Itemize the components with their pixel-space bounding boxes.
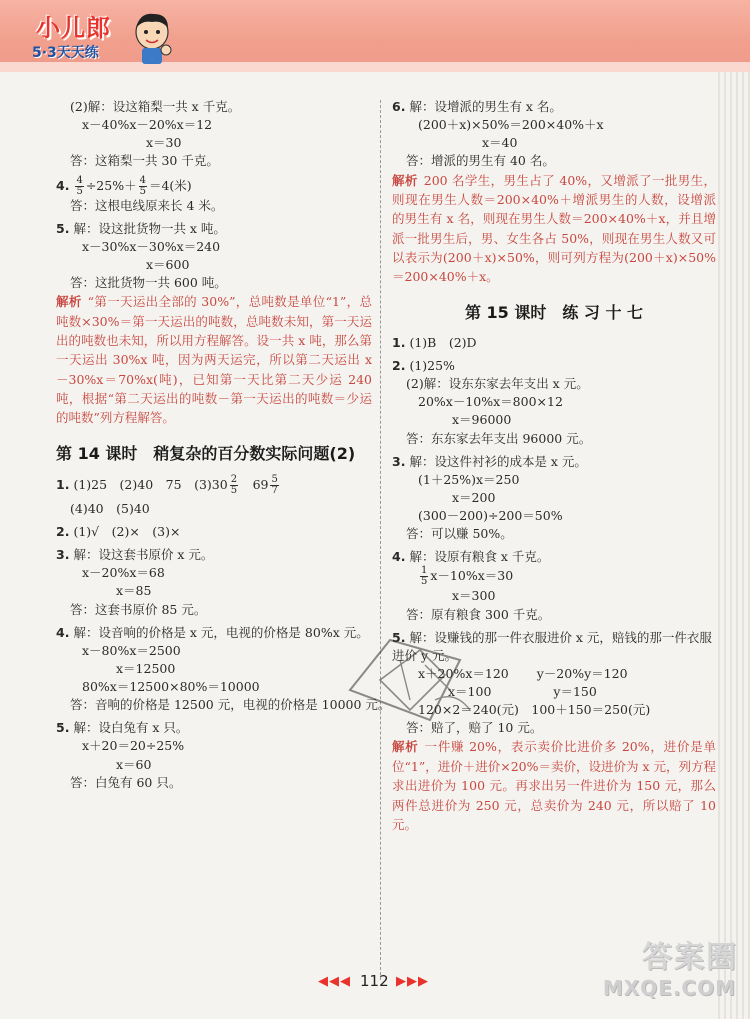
answer-line: 答：这根电线原来长 4 米。 <box>70 197 224 213</box>
answer-line: 答：赔了，赔了 10 元。 <box>406 720 543 736</box>
column-divider <box>380 100 381 980</box>
question-number: 2. <box>392 358 406 374</box>
answer-line: 答：音响的价格是 12500 元，电视的价格是 10000 元。 <box>70 697 391 713</box>
fraction: $\frac{5}{7}$ <box>271 473 278 496</box>
analysis-text: 200 名学生，男生占了 40%，又增派了一批男生，则现在男生人数＝200×40%＋增派男生的人数，设增派的男生有 x 名，则现在男生人数＝200×40%＋x，并且增派一批男生后，男、女生各占 50%，则现在男生人数又可以表示为(200＋x)×50%，则可列方程为(200＋x)×50%＝200×40%＋x。 <box>392 172 716 285</box>
answer-line: 答：增派的男生有 40 名。 <box>406 153 555 169</box>
answer-line: 答：可以赚 50%。 <box>406 526 513 542</box>
equation-line: x＝85 <box>116 583 152 599</box>
text-line: (2)解：设这箱梨一共 x 千克。 <box>70 99 241 114</box>
equation-line <box>392 566 716 587</box>
equation-line: x－40%x－20%x＝12 <box>82 117 213 133</box>
equation-part: ＝4(米) <box>148 177 192 193</box>
analysis-block <box>56 292 372 428</box>
watermark-text: 答案圈 <box>642 940 738 975</box>
question-6 <box>392 98 716 116</box>
equation-line: x＝12500 <box>116 660 176 676</box>
equation-line: x＝96000 <box>452 412 512 428</box>
question-text: 解：设增派的男生有 x 名。 <box>409 99 562 114</box>
equation-line: x＋20＝20÷25% <box>82 738 185 754</box>
question-5b <box>56 719 372 737</box>
answer-line: 答：这套书原价 85 元。 <box>70 601 207 617</box>
analysis-tag: 解析 <box>392 739 419 755</box>
question-4b <box>56 624 372 642</box>
equation-line: x＝40 <box>482 135 518 151</box>
answer-line: 答：原有粮食 300 千克。 <box>406 606 551 622</box>
equation-part: y＝150 <box>553 684 597 700</box>
question-text: 解：设原有粮食 x 千克。 <box>409 549 550 565</box>
equation-line: (200＋x)×50%＝200×40%＋x <box>418 117 604 133</box>
analysis-tag: 解析 <box>56 294 82 310</box>
equation-line: x＝300 <box>452 588 496 604</box>
question-2 <box>56 523 372 541</box>
question-number: 3. <box>392 453 406 469</box>
answer-part: (1)25 (2)40 75 (3)30 <box>73 476 228 492</box>
fraction: $\frac{2}{5}$ <box>230 473 238 496</box>
equation-line: x＝60 <box>116 756 152 772</box>
equation-part: x－10%x＝30 <box>430 568 514 584</box>
analysis-block <box>392 171 716 287</box>
equation-line: x－80%x＝2500 <box>82 642 181 658</box>
question-text: 解：设这件衬衫的成本是 x 元。 <box>409 453 587 469</box>
answer-part: 69 <box>240 476 269 492</box>
answer-line: 答：东东家去年支出 96000 元。 <box>406 430 592 446</box>
equation-line: x－30%x－30%x＝240 <box>82 238 221 254</box>
text-line: (2)解：设东东家去年支出 x 元。 <box>406 376 589 392</box>
fraction: $\frac{1}{5}$ <box>421 565 428 588</box>
stamp-mark-icon <box>340 620 490 740</box>
fraction: $\frac{4}{5}$ <box>76 174 83 197</box>
site-watermark <box>602 932 742 1012</box>
question-text: (1)25% <box>409 358 455 374</box>
equation-line: x＝30 <box>146 135 182 151</box>
fraction: $\frac{4}{5}$ <box>139 174 146 197</box>
question-5 <box>56 220 372 238</box>
question-text: 解：设音响的价格是 x 元，电视的价格是 80%x 元。 <box>73 624 369 640</box>
page-edge-texture <box>718 72 750 1019</box>
equation-line: x＝600 <box>146 256 190 272</box>
question-number: 1. <box>56 476 70 492</box>
brand-name: 小儿郎 <box>36 14 111 42</box>
question-number: 4. <box>56 624 70 640</box>
analysis-text: 一件赚 20%，表示卖价比进价多 20%，进价是单位“1”，进价＋进价×20%＝卖价，设进价为 x 元，列方程求出进价为 100 元。再求出另一件进价为 150 元，那么两件总进价为 250 元，总卖价为 240 元，所以赔了 10 元。 <box>392 739 716 832</box>
question-text: 解：设这套书原价 x 元。 <box>73 547 214 563</box>
equation-line: x－20%x＝68 <box>82 565 165 581</box>
equation-line: 20%x－10%x＝800×12 <box>418 394 563 410</box>
question-text: (1)B (2)D <box>409 334 477 350</box>
brand-logo <box>28 8 178 66</box>
question-text: 解：设这批货物一共 x 吨。 <box>73 220 226 236</box>
question-number: 2. <box>56 524 70 540</box>
question-text: 解：设赚钱的那一件衣服进价 x 元，赔钱的那一件衣服进价 y 元。 <box>392 629 712 663</box>
equation-part: x＝100 <box>448 684 492 700</box>
question-3 <box>56 546 372 564</box>
equation-line: x＝200 <box>452 489 496 505</box>
mascot-boy-icon <box>130 10 174 66</box>
question-3 <box>392 453 716 471</box>
section-title-14: 第 14 课时 稍复杂的百分数实际问题(2) <box>56 443 356 463</box>
question-1 <box>56 475 372 496</box>
question-number: 3. <box>56 547 70 563</box>
equation-line: (300－200)÷200＝50% <box>418 508 563 524</box>
answer-line: 答：这箱梨一共 30 千克。 <box>70 153 219 169</box>
question-number: 4. <box>56 177 70 193</box>
analysis-block <box>392 737 716 834</box>
equation-part: x＋20%x＝120 <box>418 665 509 681</box>
section-title-15: 第 15 课时 练 习 十 七 <box>464 302 644 322</box>
equation-part: ÷25%＋ <box>85 177 137 193</box>
equation-line: (1＋25%)x＝250 <box>418 471 520 487</box>
answer-line: (4)40 (5)40 <box>70 500 150 516</box>
header-banner <box>0 0 750 72</box>
question-number: 5. <box>56 220 70 236</box>
question-number: 6. <box>392 99 406 114</box>
analysis-text: “第一天运出全部的 30%”，总吨数是单位“1”，总吨数×30%＝第一天运出的吨数，总吨数未知，第一天运出的吨数也未知，所以用方程解答。设一共 x 吨，那么第一天运出 30%x 吨，因为两天运完，所以第二天运出 x－30%x＝70%x(吨)，已知第一天比第二天少运 240 吨，根据“第二天运出的吨数－第一天运出的吨数＝少运的吨数”列方程解答。 <box>56 294 372 426</box>
question-2 <box>392 357 716 375</box>
question-text: 解：设白兔有 x 只。 <box>73 720 189 736</box>
equation-line: 80%x＝12500×80%＝10000 <box>82 679 260 695</box>
question-text: (1)√ (2)× (3)× <box>73 524 181 540</box>
answer-line: 答：白兔有 60 只。 <box>70 774 182 790</box>
answer-line: 答：这批货物一共 600 吨。 <box>70 275 227 290</box>
equation-line: 120×2＝240(元) 100＋150＝250(元) <box>418 702 651 718</box>
question-number: 1. <box>392 334 406 350</box>
page-number: 112 <box>360 972 389 990</box>
equation-part: y－20%y＝120 <box>536 665 628 681</box>
question-number: 4. <box>392 549 406 565</box>
series-name: 5·3天天练 <box>32 45 99 61</box>
question-4 <box>56 176 372 197</box>
question-number: 5. <box>392 629 406 645</box>
arrows-right-icon: ▶▶▶ <box>396 974 429 989</box>
question-number: 5. <box>56 720 70 736</box>
left-column <box>56 98 391 792</box>
analysis-tag: 解析 <box>392 172 418 188</box>
question-4 <box>392 548 716 566</box>
arrows-left-icon: ◀◀◀ <box>318 974 351 989</box>
watermark-url: MXQE.COM <box>602 976 736 1000</box>
question-1 <box>392 334 716 352</box>
